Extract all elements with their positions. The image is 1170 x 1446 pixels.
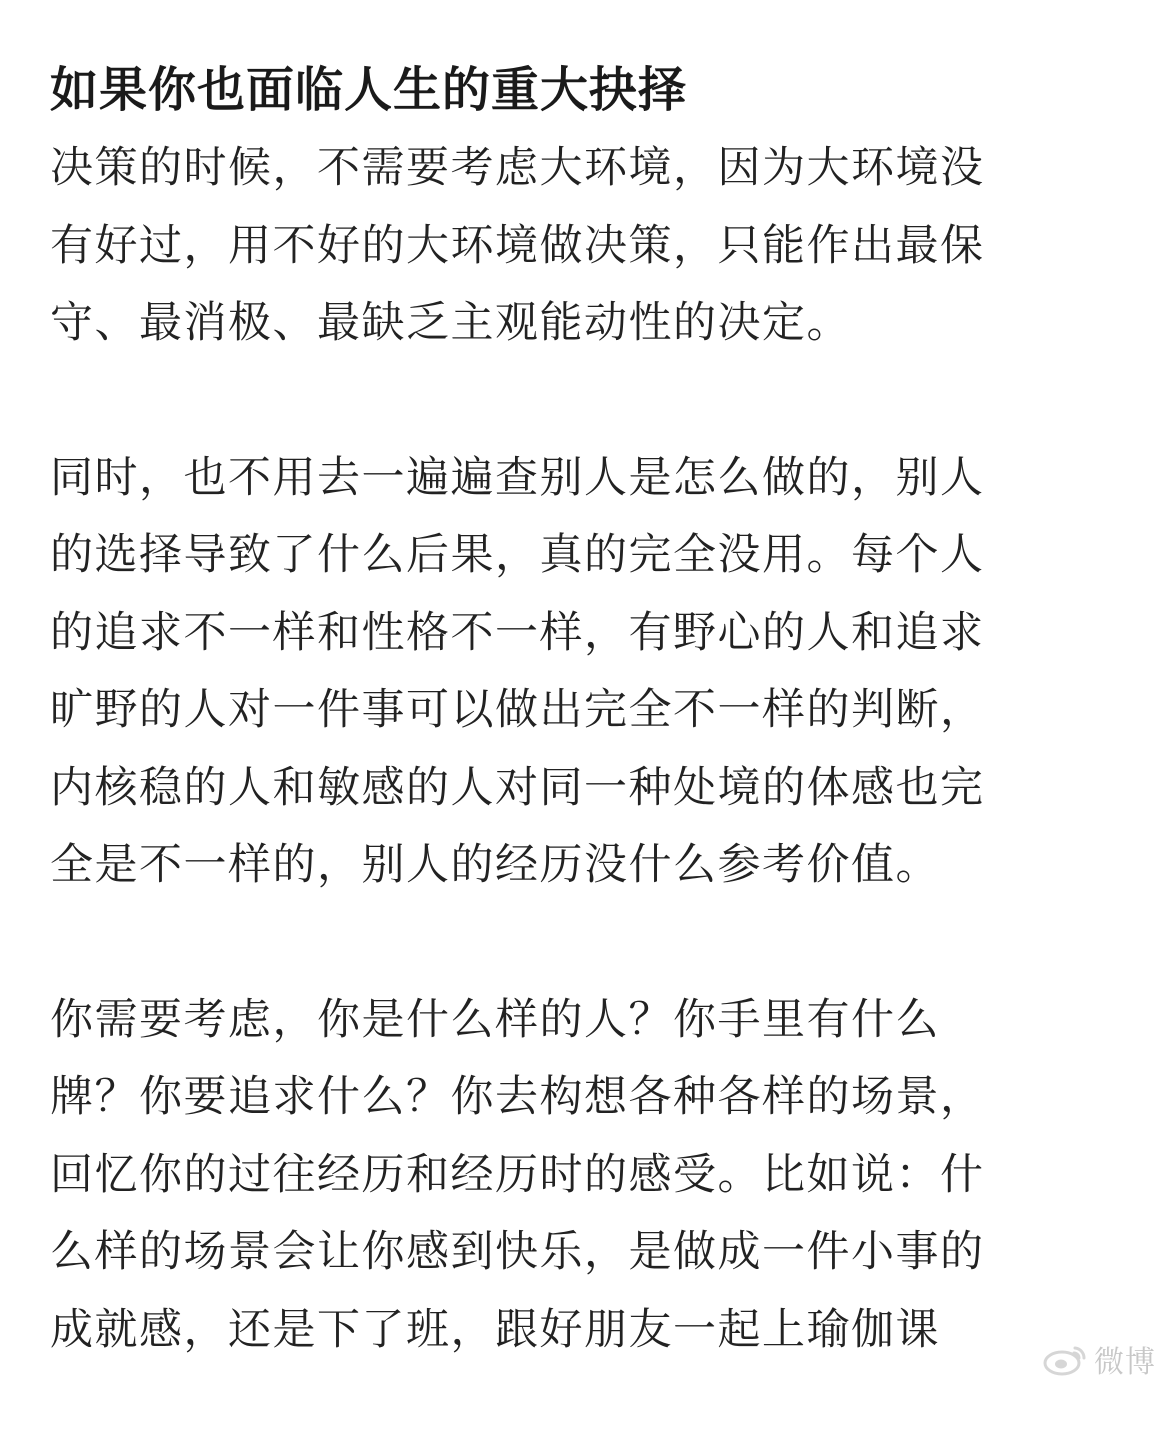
paragraph-2 xyxy=(50,440,1090,905)
paragraph-line: 么样的场景会让你感到快乐，是做成一件小事的 xyxy=(50,1227,985,1277)
weibo-logo-icon xyxy=(1042,1342,1088,1376)
paragraph-line: 的选择导致了什么后果，真的完全没用。每个人 xyxy=(50,530,985,580)
paragraph-line: 成就感，还是下了班，跟好朋友一起上瑜伽课 xyxy=(50,1304,940,1355)
paragraph-line: 决策的时候，不需要考虑大环境，因为大环境没 xyxy=(50,143,985,193)
paragraph-line: 守、最消极、最缺乏主观能动性的决定。 xyxy=(50,298,851,348)
paragraph-line: 牌？你要追求什么？你去构想各种各样的场景， xyxy=(50,1072,985,1122)
paragraph-line: 你需要考虑，你是什么样的人？你手里有什么 xyxy=(50,994,940,1045)
paragraph-3 xyxy=(50,982,1090,1370)
watermark-text: 微博 xyxy=(1094,1346,1156,1379)
article-title: 如果你也面临人生的重大抉择 xyxy=(50,62,688,118)
paragraph-line: 的追求不一样和性格不一样，有野心的人和追求 xyxy=(50,607,985,658)
paragraph-line: 回忆你的过往经历和经历时的感受。比如说：什 xyxy=(50,1149,985,1200)
paragraph-line: 有好过，用不好的大环境做决策，只能作出最保 xyxy=(50,220,985,271)
paragraph-1 xyxy=(50,130,1090,363)
paragraph-line: 同时，也不用去一遍遍查别人是怎么做的，别人 xyxy=(50,452,985,503)
article xyxy=(50,52,1090,1446)
paragraph-line: 全是不一样的，别人的经历没什么参考价值。 xyxy=(50,840,940,890)
paragraph-line: 内核稳的人和敏感的人对同一种处境的体感也完 xyxy=(50,762,985,813)
weibo-watermark xyxy=(1042,1337,1156,1381)
paragraph-line: 旷野的人对一件事可以做出完全不一样的判断， xyxy=(50,685,985,735)
